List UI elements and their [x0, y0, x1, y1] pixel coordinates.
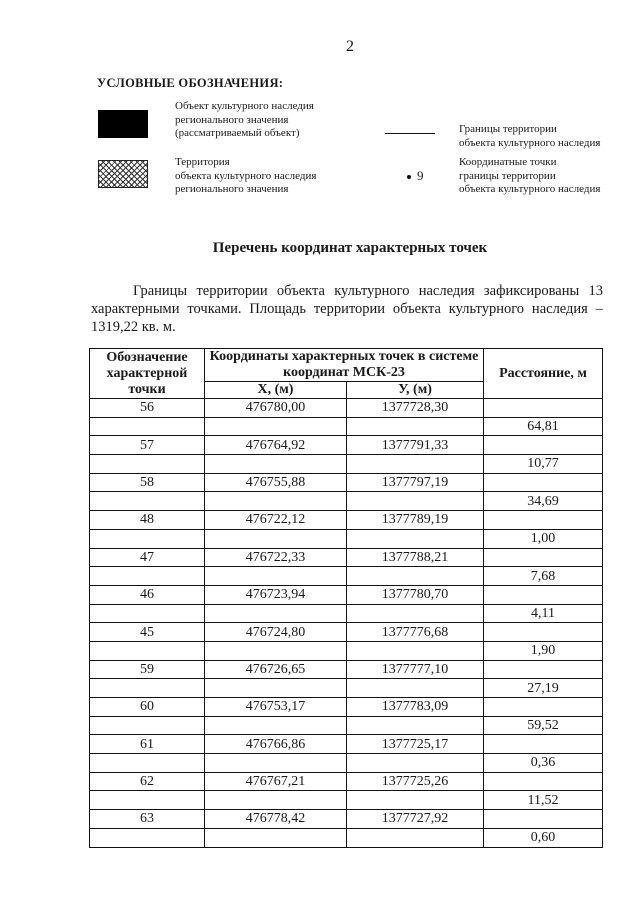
point-id-cell: 60 — [90, 698, 205, 717]
solid-line-icon — [385, 133, 435, 134]
distance-cell: 1,00 — [484, 529, 603, 548]
distance-cell: 4,11 — [484, 604, 603, 623]
empty-cell — [205, 417, 347, 436]
point-id-cell: 61 — [90, 735, 205, 754]
distance-row — [90, 828, 603, 847]
empty-cell — [484, 399, 603, 418]
distance-cell: 7,68 — [484, 567, 603, 586]
y-coordinate-cell: 1377783,09 — [347, 698, 484, 717]
empty-cell — [205, 567, 347, 586]
distance-row — [90, 529, 603, 548]
y-coordinate-cell: 1377780,70 — [347, 585, 484, 604]
description-paragraph: Границы территории объекта культурного наследия зафиксированы 13 характерными точками. Площадь территории объекта культурного наследия – 1319,22 кв. м. — [91, 283, 603, 335]
legend-item-boundary: Границы территории объекта культурного наследия — [459, 123, 601, 149]
hatched-rectangle-icon — [98, 160, 148, 188]
table-row — [90, 585, 603, 604]
point-id-cell: 46 — [90, 585, 205, 604]
empty-cell — [90, 716, 205, 735]
empty-cell — [347, 641, 484, 660]
empty-cell — [205, 828, 347, 847]
distance-row — [90, 455, 603, 474]
empty-cell — [90, 679, 205, 698]
empty-cell — [205, 455, 347, 474]
empty-cell — [90, 455, 205, 474]
x-coordinate-cell: 476722,12 — [205, 511, 347, 530]
empty-cell — [205, 529, 347, 548]
empty-cell — [347, 604, 484, 623]
table-row — [90, 473, 603, 492]
empty-cell — [205, 791, 347, 810]
empty-cell — [90, 529, 205, 548]
header-designation: Обозначение характерной точки — [90, 349, 205, 399]
x-coordinate-cell: 476726,65 — [205, 660, 347, 679]
point-id-cell: 56 — [90, 399, 205, 418]
empty-cell — [347, 679, 484, 698]
x-coordinate-cell: 476755,88 — [205, 473, 347, 492]
x-coordinate-cell: 476766,86 — [205, 735, 347, 754]
point-id-cell: 59 — [90, 660, 205, 679]
empty-cell — [90, 417, 205, 436]
y-coordinate-cell: 1377727,92 — [347, 810, 484, 829]
x-coordinate-cell: 476722,33 — [205, 548, 347, 567]
empty-cell — [484, 772, 603, 791]
distance-cell: 0,36 — [484, 754, 603, 773]
legend-item-territory: Территория объекта культурного наследия регионального значения — [175, 156, 317, 195]
empty-cell — [347, 455, 484, 474]
y-coordinate-cell: 1377776,68 — [347, 623, 484, 642]
empty-cell — [347, 529, 484, 548]
distance-row — [90, 679, 603, 698]
empty-cell — [347, 828, 484, 847]
empty-cell — [205, 716, 347, 735]
table-row — [90, 548, 603, 567]
empty-cell — [347, 567, 484, 586]
empty-cell — [484, 810, 603, 829]
x-coordinate-cell: 476767,21 — [205, 772, 347, 791]
distance-row — [90, 604, 603, 623]
y-coordinate-cell: 1377789,19 — [347, 511, 484, 530]
empty-cell — [347, 754, 484, 773]
y-coordinate-cell: 1377725,17 — [347, 735, 484, 754]
distance-row — [90, 641, 603, 660]
distance-cell: 10,77 — [484, 455, 603, 474]
table-row — [90, 660, 603, 679]
y-coordinate-cell: 1377725,26 — [347, 772, 484, 791]
legend-item-coordinate-points: Координатные точки границы территории объекта культурного наследия — [459, 156, 601, 195]
page-number: 2 — [346, 38, 354, 55]
coordinates-table — [89, 348, 603, 848]
point-id-cell: 47 — [90, 548, 205, 567]
point-id-cell: 48 — [90, 511, 205, 530]
empty-cell — [205, 754, 347, 773]
empty-cell — [484, 548, 603, 567]
empty-cell — [205, 604, 347, 623]
empty-cell — [484, 698, 603, 717]
point-id-cell: 57 — [90, 436, 205, 455]
table-row — [90, 399, 603, 418]
empty-cell — [347, 417, 484, 436]
point-id-cell: 62 — [90, 772, 205, 791]
distance-row — [90, 492, 603, 511]
y-coordinate-cell: 1377728,30 — [347, 399, 484, 418]
distance-cell: 1,90 — [484, 641, 603, 660]
empty-cell — [347, 492, 484, 511]
dot-icon — [407, 175, 411, 179]
header-distance: Расстояние, м — [484, 349, 603, 399]
y-coordinate-cell: 1377791,33 — [347, 436, 484, 455]
x-coordinate-cell: 476764,92 — [205, 436, 347, 455]
x-coordinate-cell: 476778,42 — [205, 810, 347, 829]
table-row — [90, 623, 603, 642]
y-coordinate-cell: 1377777,10 — [347, 660, 484, 679]
header-y: У, (м) — [347, 382, 484, 399]
black-rectangle-icon — [98, 110, 148, 138]
empty-cell — [347, 791, 484, 810]
empty-cell — [484, 436, 603, 455]
empty-cell — [484, 660, 603, 679]
empty-cell — [90, 828, 205, 847]
table-row — [90, 436, 603, 455]
empty-cell — [484, 473, 603, 492]
table-row — [90, 511, 603, 530]
empty-cell — [90, 567, 205, 586]
header-coordinates: Координаты характерных точек в системе координат МСК-23 — [205, 349, 484, 382]
point-icon: 9 — [407, 168, 424, 184]
distance-cell: 11,52 — [484, 791, 603, 810]
legend-heading: УСЛОВНЫЕ ОБОЗНАЧЕНИЯ: — [97, 76, 284, 90]
empty-cell — [90, 641, 205, 660]
x-coordinate-cell: 476724,80 — [205, 623, 347, 642]
table-row — [90, 772, 603, 791]
distance-cell: 59,52 — [484, 716, 603, 735]
table-row — [90, 735, 603, 754]
empty-cell — [484, 511, 603, 530]
point-id-cell: 45 — [90, 623, 205, 642]
y-coordinate-cell: 1377797,19 — [347, 473, 484, 492]
empty-cell — [205, 641, 347, 660]
y-coordinate-cell: 1377788,21 — [347, 548, 484, 567]
empty-cell — [205, 492, 347, 511]
distance-row — [90, 567, 603, 586]
legend-item-cultural-object: Объект культурного наследия регионального значения (рассматриваемый объект) — [175, 100, 314, 139]
section-title: Перечень координат характерных точек — [212, 240, 488, 256]
coordinates-table-body — [90, 399, 603, 848]
point-id-cell: 58 — [90, 473, 205, 492]
empty-cell — [90, 492, 205, 511]
x-coordinate-cell: 476780,00 — [205, 399, 347, 418]
empty-cell — [90, 791, 205, 810]
empty-cell — [90, 604, 205, 623]
distance-row — [90, 754, 603, 773]
x-coordinate-cell: 476723,94 — [205, 585, 347, 604]
distance-row — [90, 716, 603, 735]
distance-cell: 64,81 — [484, 417, 603, 436]
empty-cell — [90, 754, 205, 773]
empty-cell — [347, 716, 484, 735]
table-row — [90, 698, 603, 717]
distance-cell: 34,69 — [484, 492, 603, 511]
empty-cell — [484, 585, 603, 604]
x-coordinate-cell: 476753,17 — [205, 698, 347, 717]
distance-row — [90, 791, 603, 810]
table-row — [90, 810, 603, 829]
distance-cell: 0,60 — [484, 828, 603, 847]
distance-cell: 27,19 — [484, 679, 603, 698]
empty-cell — [484, 623, 603, 642]
point-id-cell: 63 — [90, 810, 205, 829]
header-x: X, (м) — [205, 382, 347, 399]
empty-cell — [484, 735, 603, 754]
empty-cell — [205, 679, 347, 698]
distance-row — [90, 417, 603, 436]
